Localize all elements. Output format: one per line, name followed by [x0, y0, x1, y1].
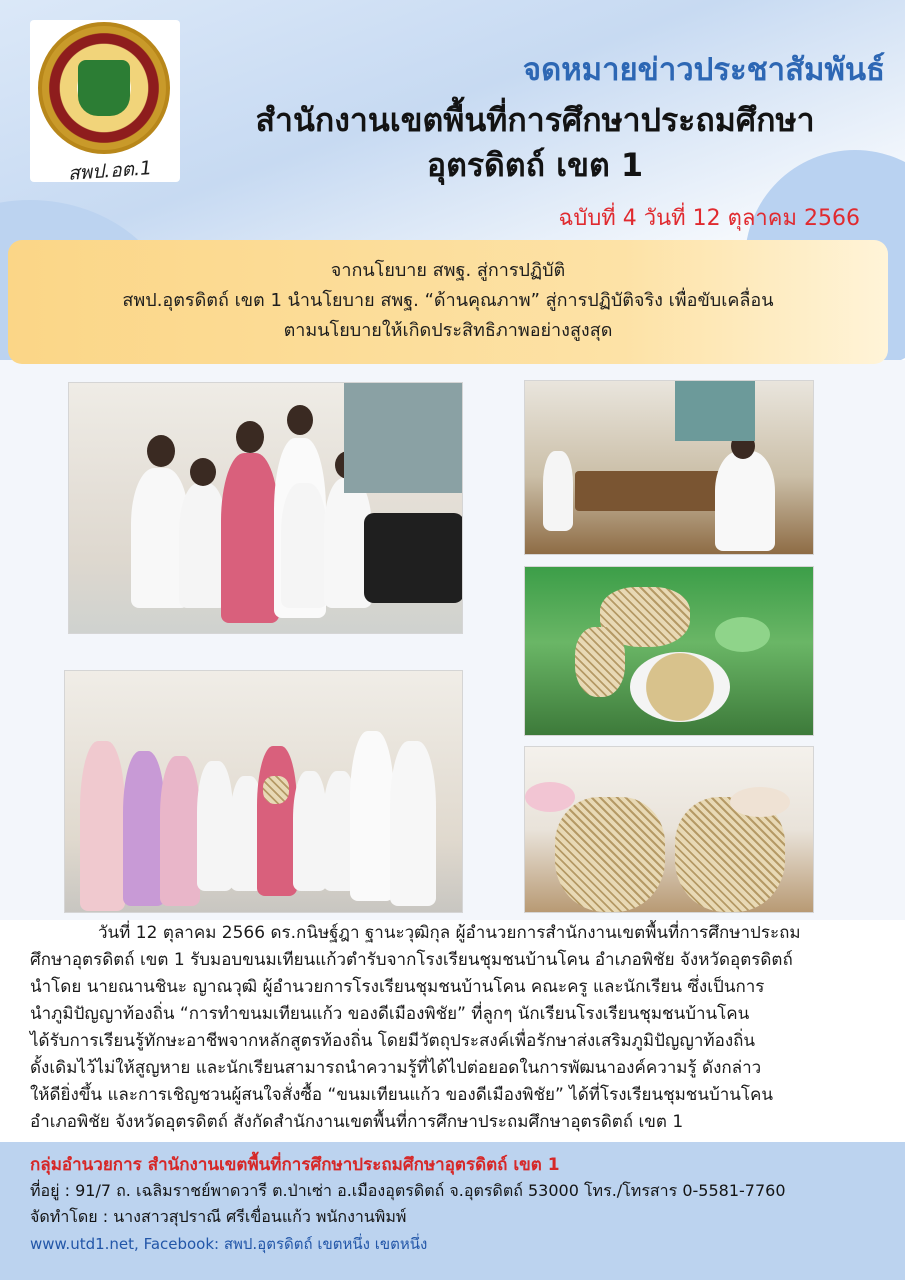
article-line: ดั้งเดิมไว้ไม่ให้สูญหาย และนักเรียนสามารถนำความรู้ที่ได้ไปต่อยอดในการพัฒนาองค์ความรู้ ดังกล่าว: [30, 1058, 762, 1078]
figure-teacher: [350, 731, 394, 901]
photo-group-handover: [64, 670, 463, 913]
article-line: นำภูมิปัญญาท้องถิ่น “การทำขนมเทียนแก้ว ของดีเมืองพิชัย” ที่ลูกๆ นักเรียนโรงเรียนชุมชนบ้านโคน: [30, 1004, 750, 1024]
figure-head: [190, 458, 216, 486]
figure-director: [221, 453, 279, 623]
window: [344, 383, 463, 493]
figure-student: [197, 761, 233, 891]
footer: [0, 1142, 905, 1280]
figure-principal: [390, 741, 436, 906]
figure-student: [543, 451, 573, 531]
banner-line2: สพป.อุตรดิตถ์ เขต 1 นำนโยบาย สพฐ. “ด้านคุณภาพ” สู่การปฏิบัติจริง เพื่อขับเคลื่อน: [122, 290, 774, 311]
news-article: [30, 920, 875, 1136]
article-line: ให้ดียิ่งขึ้น และการเชิญชวนผู้สนใจสั่งซื้อ “ขนมเทียนแก้ว ของดีเมืองพิชัย” ได้ที่โรงเรียนชุมชนบ้านโคน: [30, 1085, 774, 1105]
figure-teacher: [160, 756, 200, 906]
banner-line3: ตามนโยบายให้เกิดประสิทธิภาพอย่างสูงสุด: [283, 320, 613, 341]
figure-director: [257, 746, 297, 896]
newsletter-title: จดหมายข่าวประชาสัมพันธ์: [522, 52, 885, 88]
figure-head: [147, 435, 175, 467]
footer-web-link[interactable]: www.utd1.net, Facebook: สพป.อุตรดิตถ์ เขตหนึ่ง เขตหนึ่ง: [30, 1235, 428, 1253]
woven-basket-left: [555, 797, 665, 912]
seal-emblem-icon: [78, 60, 130, 116]
office-name-line2: อุตรดิตถ์ เขต 1: [426, 145, 644, 184]
office-seal-logo: [38, 22, 170, 154]
office-name-line1: สำนักงานเขตพื้นที่การศึกษาประถมศึกษา: [255, 101, 815, 139]
green-dessert: [715, 617, 770, 652]
article-line: ได้รับการเรียนรู้ทักษะอาชีพจากหลักสูตรท้องถิ่น โดยมีวัตถุประสงค์เพื่อรักษาส่งเสริมภูมิปัญญาท้องถิ่น: [30, 1031, 756, 1051]
article-line: อำเภอพิชัย จังหวัดอุตรดิตถ์ สังกัดสำนักงานเขตพื้นที่การศึกษาประถมศึกษาอุตรดิตถ์ เขต 1: [30, 1112, 684, 1132]
sofa: [364, 513, 463, 603]
meeting-table: [575, 471, 725, 511]
figure-student: [179, 483, 227, 608]
figure-teacher: [123, 751, 165, 906]
office-name: [185, 98, 885, 188]
headline-banner: [8, 240, 888, 364]
footer-author: จัดทำโดย : นางสาวสุปราณี ศรีเขื่อนแก้ว พนักงานพิมพ์: [30, 1207, 407, 1226]
footer-address: ที่อยู่ : 91/7 ถ. เฉลิมราชย์พาดวารี ต.ป่าเซ่า อ.เมืองอุตรดิตถ์ จ.อุตรดิตถ์ 53000 โทร./โทรสาร 0-5581-7760: [30, 1181, 786, 1200]
figure-teacher: [715, 451, 775, 551]
small-basket: [575, 627, 625, 697]
figure-teacher: [80, 741, 125, 911]
article-line: ศึกษาอุตรดิตถ์ เขต 1 รับมอบขนมเทียนแก้วตำรับจากโรงเรียนชุมชนบ้านโคน อำเภอพิชัย จังหวัดอุตรดิตถ์: [30, 950, 793, 970]
article-line: วันที่ 12 ตุลาคม 2566 ดร.กนิษฐ์ฎา ฐานะวุฒิกุล ผู้อำนวยการสำนักงานเขตพื้นที่การศึกษาประถม: [98, 923, 801, 943]
basket-gift: [263, 776, 289, 804]
banner-line1: จากนโยบาย สพฐ. สู่การปฏิบัติ: [330, 260, 566, 281]
photo-director-with-students: [68, 382, 463, 634]
photo-khanom-tian-kaew: [524, 566, 814, 736]
white-ribbon-icon: [730, 787, 790, 817]
bowl-filling: [630, 652, 730, 722]
article-line: นำโดย นายณานชินะ ญาณวุฒิ ผู้อำนวยการโรงเรียนชุมชนบ้านโคน คณะครู และนักเรียน ซึ่งเป็นการ: [30, 977, 765, 997]
figure-student: [281, 483, 327, 608]
issue-date: ฉบับที่ 4 วันที่ 12 ตุลาคม 2566: [558, 206, 860, 231]
logo-caption: สพป.อต.1: [67, 157, 153, 185]
figure-head: [287, 405, 313, 435]
photo-meeting-table: [524, 380, 814, 555]
photo-gift-baskets: [524, 746, 814, 913]
footer-group: กลุ่มอำนวยการ สำนักงานเขตพื้นที่การศึกษาประถมศึกษาอุตรดิตถ์ เขต 1: [30, 1155, 560, 1175]
pink-ribbon-icon: [525, 782, 575, 812]
figure-student: [293, 771, 327, 891]
wall-painting: [675, 381, 755, 441]
figure-head: [236, 421, 264, 453]
